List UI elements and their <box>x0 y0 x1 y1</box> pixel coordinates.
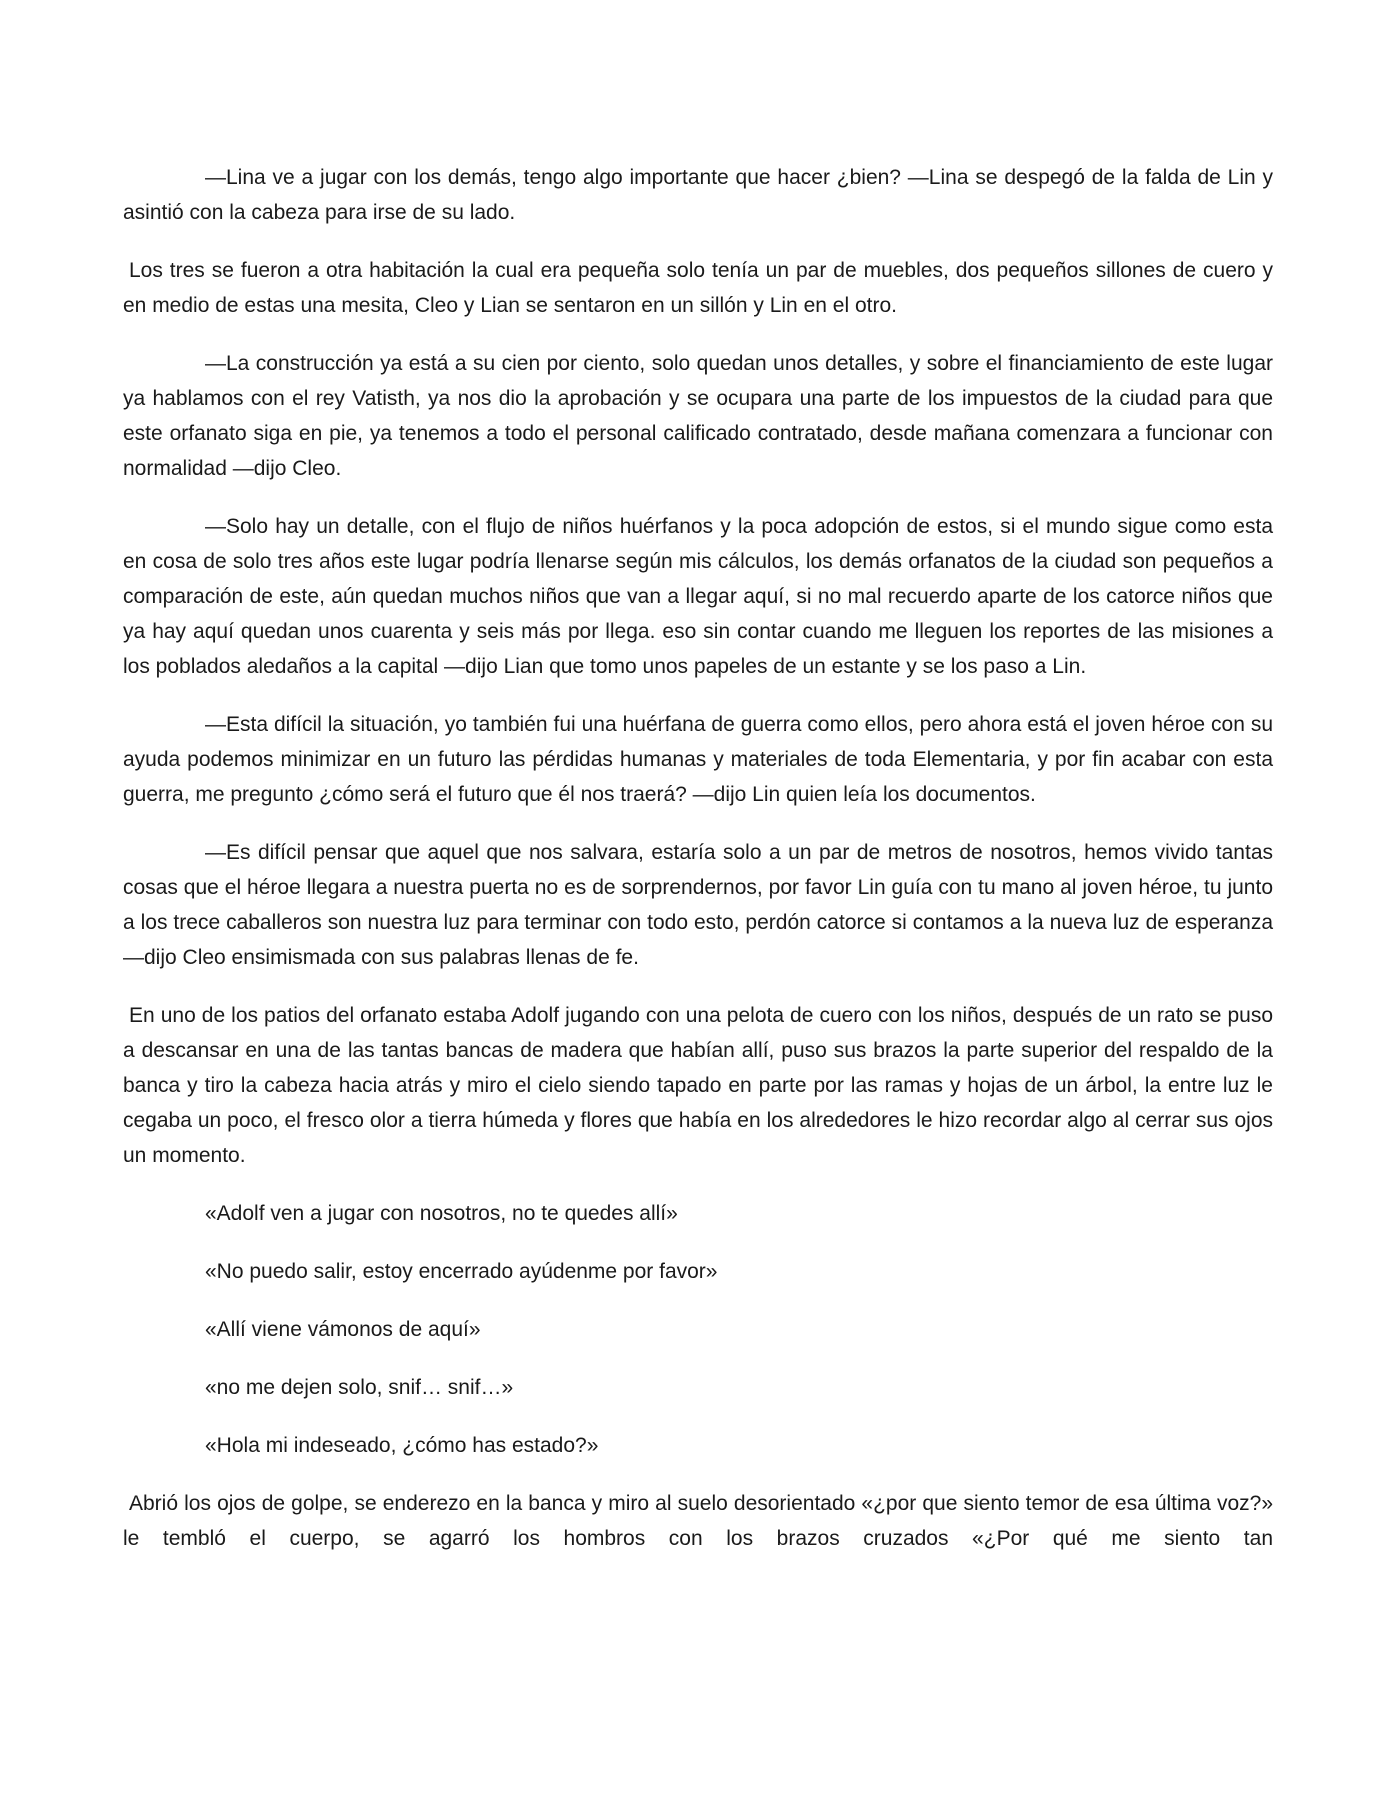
memory-quote-3: «Allí viene vámonos de aquí» <box>205 1318 481 1341</box>
paragraph-8: Abrió los ojos de golpe, se enderezo en la banca y miro al suelo desorientado «¿por que siento temor de esa última voz?» le tembló el cuerpo, se agarró los hombros con los brazos cruzados «¿Por qué me siento tan <box>123 1492 1273 1550</box>
paragraph-1: —Lina ve a jugar con los demás, tengo algo importante que hacer ¿bien? —Lina se despegó de la falda de Lin y asintió con la cabeza para irse de su lado. <box>123 166 1273 224</box>
paragraph-5: —Esta difícil la situación, yo también fui una huérfana de guerra como ellos, pero ahora está el joven héroe con su ayuda podemos minimizar en un futuro las pérdidas humanas y materiales de toda Elementaria, y por fin acabar con esta guerra, me pregunto ¿cómo será el futuro que él nos traerá? —dijo Lin quien leía los documentos. <box>123 713 1273 806</box>
memory-quote-5: «Hola mi indeseado, ¿cómo has estado?» <box>205 1434 599 1457</box>
paragraph-6: —Es difícil pensar que aquel que nos salvara, estaría solo a un par de metros de nosotros, hemos vivido tantas cosas que el héroe llegara a nuestra puerta no es de sorprendernos, por favor Lin guía con tu mano al joven héroe, tu junto a los trece caballeros son nuestra luz para terminar con todo esto, perdón catorce si contamos a la nueva luz de esperanza —dijo Cleo ensimismada con sus palabras llenas de fe. <box>123 841 1273 969</box>
paragraph-3: —La construcción ya está a su cien por ciento, solo quedan unos detalles, y sobre el financiamiento de este lugar ya hablamos con el rey Vatisth, ya nos dio la aprobación y se ocupara una parte de los impuestos de la ciudad para que este orfanato siga en pie, ya tenemos a todo el personal calificado contratado, desde mañana comenzara a funcionar con normalidad —dijo Cleo. <box>123 352 1273 480</box>
paragraph-4: —Solo hay un detalle, con el flujo de niños huérfanos y la poca adopción de estos, si el mundo sigue como esta en cosa de solo tres años este lugar podría llenarse según mis cálculos, los demás orfanatos de la ciudad son pequeños a comparación de este, aún quedan muchos niños que van a llegar aquí, si no mal recuerdo aparte de los catorce niños que ya hay aquí quedan unos cuarenta y seis más por llega. eso sin contar cuando me lleguen los reportes de las misiones a los poblados aledaños a la capital —dijo Lian que tomo unos papeles de un estante y se los paso a Lin. <box>123 515 1273 678</box>
paragraph-2: Los tres se fueron a otra habitación la cual era pequeña solo tenía un par de muebles, dos pequeños sillones de cuero y en medio de estas una mesita, Cleo y Lian se sentaron en un sillón y Lin en el otro. <box>123 259 1273 317</box>
memory-quote-2: «No puedo salir, estoy encerrado ayúdenme por favor» <box>205 1260 718 1283</box>
document-page <box>123 160 1273 1579</box>
paragraph-7: En uno de los patios del orfanato estaba Adolf jugando con una pelota de cuero con los niños, después de un rato se puso a descansar en una de las tantas bancas de madera que habían allí, puso sus brazos la parte superior del respaldo de la banca y tiro la cabeza hacia atrás y miro el cielo siendo tapado en parte por las ramas y hojas de un árbol, la entre luz le cegaba un poco, el fresco olor a tierra húmeda y flores que había en los alrededores le hizo recordar algo al cerrar sus ojos un momento. <box>123 1004 1273 1167</box>
memory-quote-4: «no me dejen solo, snif… snif…» <box>205 1376 514 1399</box>
memory-quote-1: «Adolf ven a jugar con nosotros, no te quedes allí» <box>205 1202 678 1225</box>
